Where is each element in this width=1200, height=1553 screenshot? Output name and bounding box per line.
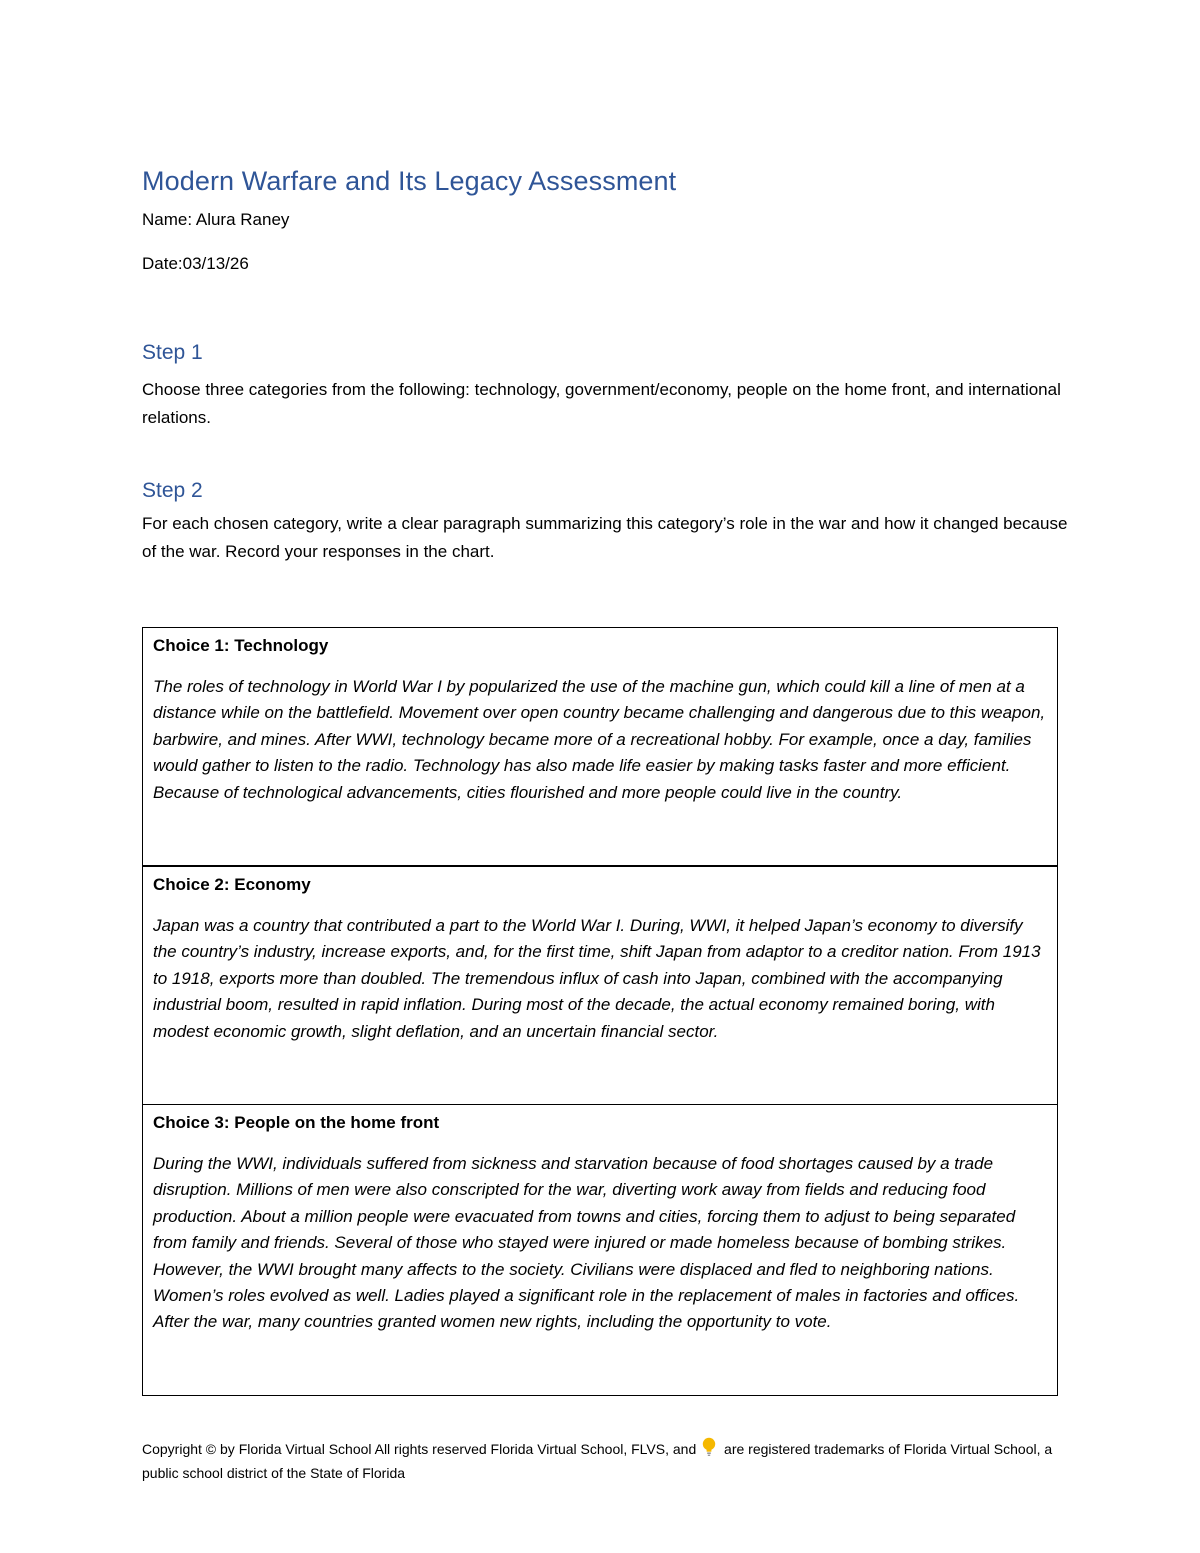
choice-3-cell [143,1105,1058,1396]
response-chart [142,627,1058,1396]
copyright-footer [142,1437,1062,1485]
choice-2-response: Japan was a country that contributed a part to the World War I. During, WWI, it helped Japan’s economy to diversify the country’s industry, increase exports, and, for the first time, shift Japan from adaptor to a creditor nation. From 1913 to 1918, exports more than doubled. The tremendous influx of cash into Japan, combined with the accompanying industrial boom, resulted in rapid inflation. During most of the decade, the actual economy remained boring, with modest economic growth, slight deflation, and an uncertain financial sector. [153,916,1041,1041]
choice-3-heading: Choice 3: People on the home front [153,1113,440,1132]
step-1-heading: Step 1 [142,341,203,364]
choice-1-heading: Choice 1: Technology [153,636,329,655]
step-2-heading: Step 2 [142,479,203,502]
chart-row [143,628,1058,867]
choice-1-response: The roles of technology in World War I by popularized the use of the machine gun, which could kill a line of men at a distance while on the battlefield. Movement over open country became challenging and dangerous due to this weapon, barbwire, and mines. After WWI, technology became more of a recreational hobby. For example, once a day, families would gather to listen to the radio. Technology has also made life easier by making tasks faster and more efficient. Because of technological advancements, cities flourished and more people could live in the country. [153,677,1046,802]
choice-1-cell [143,628,1058,867]
choice-3-response: During the WWI, individuals suffered from sickness and starvation because of food shortages caused by a trade disruption. Millions of men were also conscripted for the war, diverting work away from fields and reducing food production. About a million people were evacuated from towns and cities, forcing them to adjust to being separated from family and friends. Several of those who stayed were injured or made homeless because of bombing strikes. However, the WWI brought many affects to the society. Civilians were displaced and fled to neighboring nations. Women’s roles evolved as well. Ladies played a significant role in the replacement of males in factories and offices. After the war, many countries granted women new rights, including the opportunity to vote. [153,1154,1020,1332]
choice-2-cell [143,866,1058,1105]
flvs-lightbulb-icon [702,1437,716,1459]
chart-row [143,866,1058,1105]
choice-2-heading: Choice 2: Economy [153,875,311,894]
assessment-date: Date:03/13/26 [142,254,249,273]
chart-row [143,1105,1058,1396]
student-name: Name: Alura Raney [142,210,290,229]
step-1-instructions: Choose three categories from the following: technology, government/economy, people on the home front, and international relations. [142,380,1061,427]
step-2-instructions: For each chosen category, write a clear paragraph summarizing this category’s role in the war and how it changed because of the war. Record your responses in the chart. [142,514,1068,561]
document-title: Modern Warfare and Its Legacy Assessment [142,166,677,196]
footer-text-end: are registered trademarks of Florida Virtual School, a public school district of the State of Florida [142,1441,1053,1481]
footer-text-start: Copyright © by Florida Virtual School All rights reserved Florida Virtual School, FLVS, and [142,1441,697,1457]
